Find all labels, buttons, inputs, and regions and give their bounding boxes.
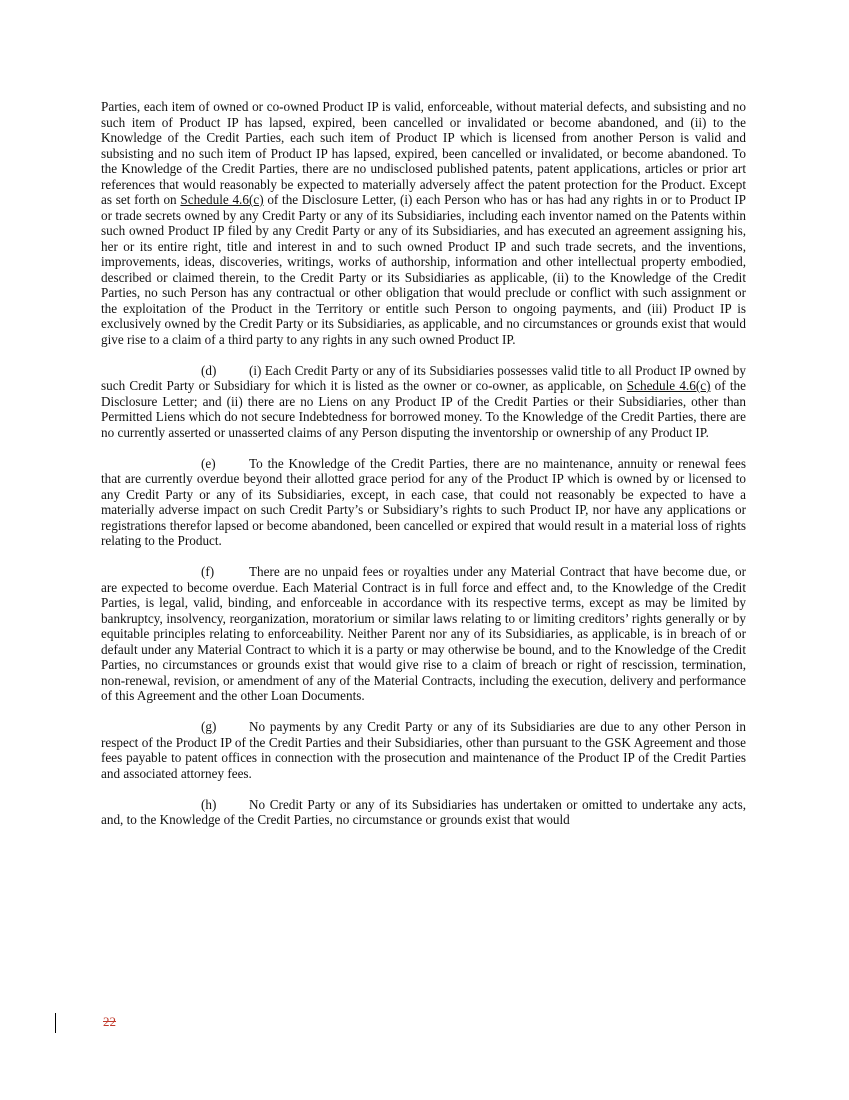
paragraph-h [101, 797, 746, 828]
paragraph-text: (i) Each Credit Party or any of its Subsidiaries possesses valid title to all Product IP owned by such Credit Party or Subsidiary for which it is listed as the owner or co-owner, as applicable, on [101, 362, 746, 393]
paragraph-label: (f) [201, 564, 215, 579]
paragraph-text: of the Disclosure Letter, (i) each Person who has or has had any rights in or to Product IP or trade secrets owned by any Credit Party or any of its Subsidiaries, including each inventor named on the Patents within such owned Product IP filed by any Credit Party or any of its Subsidiaries, and has executed an agreement assigning his, her or its entire right, title and interest in and to such owned Product IP and such trade secrets, and the inventions, improvements, ideas, discoveries, writings, works of authorship, information and other intellectual property embodied, described or claimed therein, to the Credit Party or its Subsidiaries as applicable, (ii) to the Knowledge of the Credit Parties, no such Person has any contractual or other obligation that would preclude or conflict with such assignment or the exploitation of the Product in the Territory or entitle such Person to ongoing payments, and (iii) Product IP is exclusively owned by the Credit Party or its Subsidiaries, as applicable, and no circumstances or grounds exist that would give rise to a claim of a third party to any rights in any such owned Product IP. [101, 192, 746, 347]
paragraph-text: No payments by any Credit Party or any of its Subsidiaries are due to any other Person in respect of the Product IP of the Credit Parties and their Subsidiaries, other than pursuant to the GSK Agreement and those fees payable to patent offices in connection with the prosecution and maintenance of the Product IP of the Credit Parties and associated attorney fees. [101, 719, 746, 781]
paragraph-text: No Credit Party or any of its Subsidiaries has undertaken or omitted to undertake any acts, and, to the Knowledge of the Credit Parties, no circumstance or grounds exist that would [101, 796, 746, 827]
schedule-reference: Schedule 4.6(c) [180, 192, 264, 207]
paragraph-c-continuation [101, 99, 746, 347]
paragraph-label: (d) [201, 362, 217, 378]
paragraph-label: (g) [201, 719, 217, 734]
paragraph-text: Parties, each item of owned or co-owned Product IP is valid, enforceable, without material defects, and subsisting and no such item of Product IP has lapsed, expired, been cancelled or invalidated or become abandoned, and (ii) to the Knowledge of the Credit Parties, each such item of Product IP which is licensed from another Person is valid and subsisting and no such item of Product IP has lapsed, expired, been cancelled or invalidated, or become abandoned. To the Knowledge of the Credit Parties, there are no undisclosed published patents, patent applications, articles or prior art references that would reasonably be expected to materially adversely affect the patent protection for the Product. Except as set forth on [101, 99, 746, 207]
paragraph-e [101, 456, 746, 549]
paragraph-label: (h) [201, 796, 217, 812]
paragraph-text: To the Knowledge of the Credit Parties, there are no maintenance, annuity or renewal fees that are currently overdue beyond their allotted grace period for any of the Product IP which is owned by or licensed to any Credit Party or any of its Subsidiaries, except, in each case, that could not reasonably be expected to have a materially adverse impact on such Credit Party’s or Subsidiary’s rights to such Product IP, nor have any applications or registrations therefor lapsed or become abandoned, been cancelled or expired that would result in a material loss of rights relating to the Product. [101, 455, 746, 548]
paragraph-text: of the Disclosure Letter; and (ii) there are no Liens on any Product IP of the Credit Parties or their Subsidiaries, other than Permitted Liens which do not secure Indebtedness for borrowed money. To the Knowledge of the Credit Parties, there are no currently asserted or unasserted claims of any Person disputing the inventorship or ownership of any Product IP. [101, 378, 746, 440]
document-body [101, 99, 746, 843]
paragraph-g [101, 719, 746, 781]
paragraph-text: There are no unpaid fees or royalties under any Material Contract that have become due, or are expected to become overdue. Each Material Contract is in full force and effect and, to the Knowledge of the Credit Parties, is legal, valid, binding, and enforceable in accordance with its respective terms, except as may be limited by bankruptcy, insolvency, reorganization, moratorium or similar laws relating to or limiting creditors’ rights generally or by equitable principles relating to enforceability. Neither Parent nor any of its Subsidiaries, as applicable, is in breach of or default under any Material Contract to which it is a party or may otherwise be bound, and to the Knowledge of the Credit Parties, no circumstances or grounds exist that would give rise to a claim of breach or right of rescission, termination, non-renewal, revision, or amendment of any of the Material Contracts, including the execution, delivery and performance of this Agreement and the other Loan Documents. [101, 564, 746, 703]
paragraph-f [101, 564, 746, 704]
paragraph-d [101, 363, 746, 441]
paragraph-label: (e) [201, 455, 216, 471]
revision-bar [55, 1013, 56, 1033]
schedule-reference: Schedule 4.6(c) [626, 378, 711, 393]
page-number: 22 [103, 1014, 116, 1029]
